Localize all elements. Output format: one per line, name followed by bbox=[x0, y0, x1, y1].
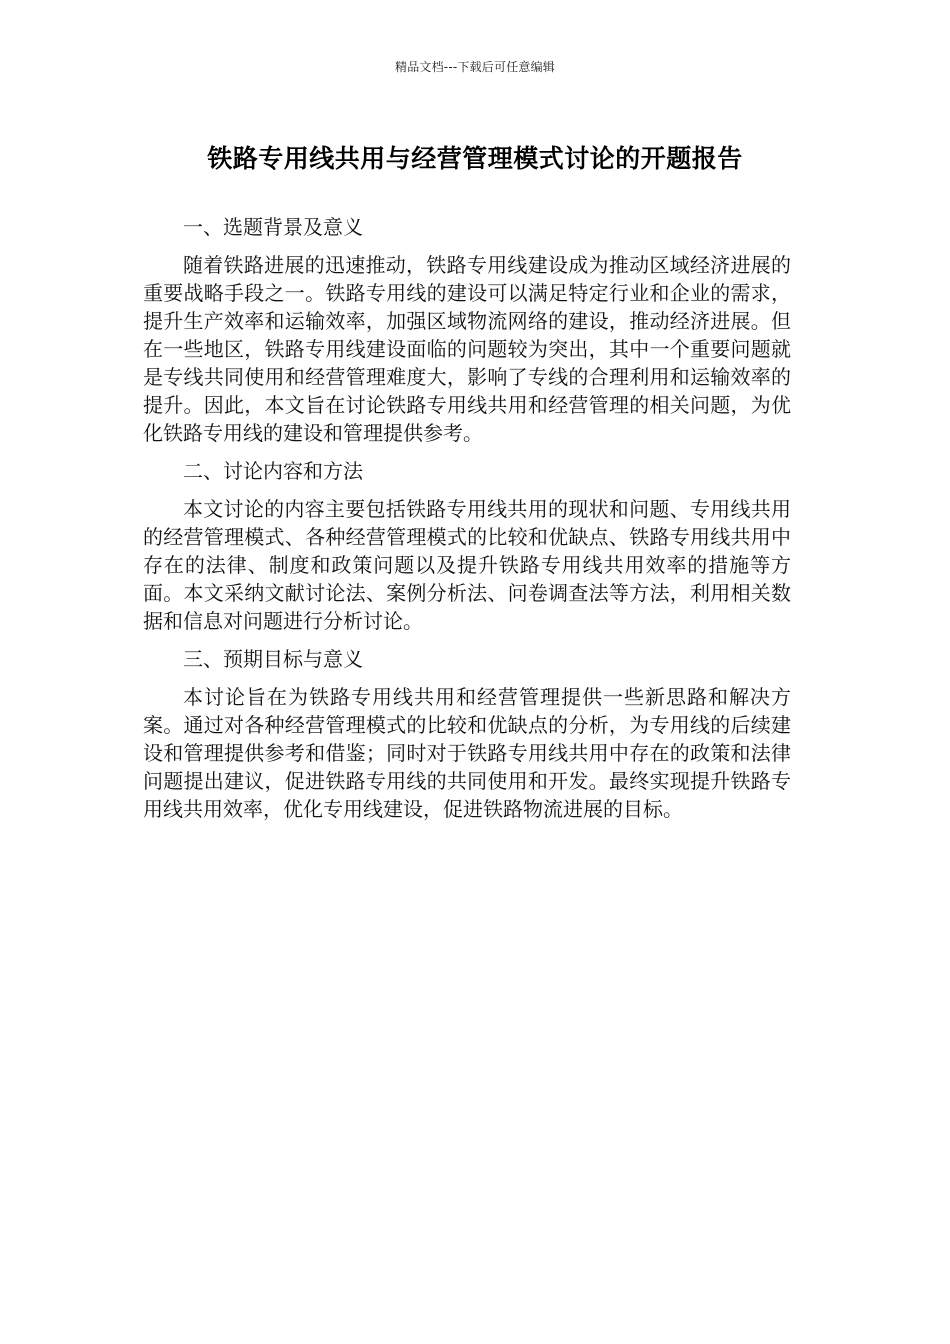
section-heading: 三、预期目标与意义 bbox=[183, 647, 363, 671]
section-heading: 二、讨论内容和方法 bbox=[183, 459, 363, 483]
document-body bbox=[143, 213, 791, 833]
section-heading: 一、选题背景及意义 bbox=[183, 215, 363, 239]
section-paragraph: 本文讨论的内容主要包括铁路专用线共用的现状和问题、专用线共用的经营管理模式、各种经营管理模式的比较和优缺点、铁路专用线共用中存在的法律、制度和政策问题以及提升铁路专用线共用效率的措施等方面。本文采纳文献讨论法、案例分析法、问卷调查法等方法，利用相关数据和信息对问题进行分析讨论。 bbox=[143, 497, 791, 633]
section-paragraph: 随着铁路进展的迅速推动，铁路专用线建设成为推动区域经济进展的重要战略手段之一。铁路专用线的建设可以满足特定行业和企业的需求，提升生产效率和运输效率，加强区域物流网络的建设，推动经济进展。但在一些地区，铁路专用线建设面临的问题较为突出，其中一个重要问题就是专线共同使用和经营管理难度大，影响了专线的合理利用和运输效率的提升。因此，本文旨在讨论铁路专用线共用和经营管理的相关问题，为优化铁路专用线的建设和管理提供参考。 bbox=[143, 253, 791, 445]
page-header: 精品文档---下载后可任意编辑 bbox=[395, 60, 555, 74]
document-title: 铁路专用线共用与经营管理模式讨论的开题报告 bbox=[207, 144, 743, 173]
section-goals bbox=[143, 645, 791, 823]
section-content-methods bbox=[143, 457, 791, 635]
section-background bbox=[143, 213, 791, 447]
section-paragraph: 本讨论旨在为铁路专用线共用和经营管理提供一些新思路和解决方案。通过对各种经营管理模式的比较和优缺点的分析，为专用线的后续建设和管理提供参考和借鉴；同时对于铁路专用线共用中存在的政策和法律问题提出建议，促进铁路专用线的共同使用和开发。最终实现提升铁路专用线共用效率，优化专用线建设，促进铁路物流进展的目标。 bbox=[143, 685, 791, 821]
